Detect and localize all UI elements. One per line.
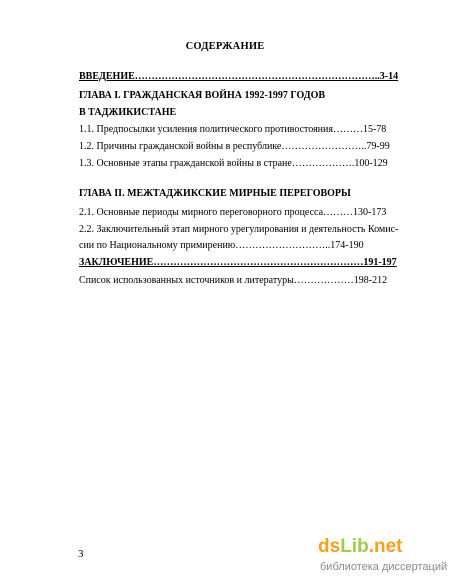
watermark-logo-lib: Lib — [340, 536, 369, 557]
toc-chapter-1-heading: ГЛАВА I. ГРАЖДАНСКАЯ ВОЙНА 1992-1997 ГОДОВ — [79, 90, 326, 101]
watermark-logo-net: .net — [368, 536, 403, 557]
watermark — [318, 536, 448, 580]
toc-entry-2-2-cont: сии по Национальному примирению………………………..174-190 — [79, 240, 364, 251]
toc-entry-1-2: 1.2. Причины гражданской войны в республике……………………..79-99 — [79, 141, 390, 152]
toc-entry-2-2: 2.2. Заключительный этап мирного урегулирования и деятельность Комис- — [79, 224, 399, 235]
toc-chapter-2-heading: ГЛАВА II. МЕЖТАДЖИКСКИЕ МИРНЫЕ ПЕРЕГОВОРЫ — [79, 188, 351, 199]
toc-entry-introduction: ВВЕДЕНИЕ………………………………………………………………..3-14 — [79, 71, 399, 82]
watermark-logo — [318, 536, 402, 558]
toc-entry-conclusion: ЗАКЛЮЧЕНИЕ………………………………………………………191-197 — [79, 257, 397, 268]
page-title: СОДЕРЖАНИЕ — [185, 41, 265, 52]
watermark-logo-ds: ds — [318, 536, 341, 557]
toc-chapter-1-heading-cont: В ТАДЖИКИСТАНЕ — [79, 107, 177, 118]
toc-entry-1-3: 1.3. Основные этапы гражданской войны в стране……………….100-129 — [79, 158, 388, 169]
toc-entry-2-1: 2.1. Основные периоды мирного переговорного процесса………130-173 — [79, 207, 387, 218]
watermark-subtitle: библиотека диссертаций — [320, 561, 448, 573]
toc-entry-bibliography: Список использованных источников и литературы………………198-212 — [79, 275, 388, 286]
toc-entry-1-1: 1.1. Предпосылки усиления политического противостояния………15-78 — [79, 124, 387, 135]
page-number: 3 — [78, 548, 84, 560]
